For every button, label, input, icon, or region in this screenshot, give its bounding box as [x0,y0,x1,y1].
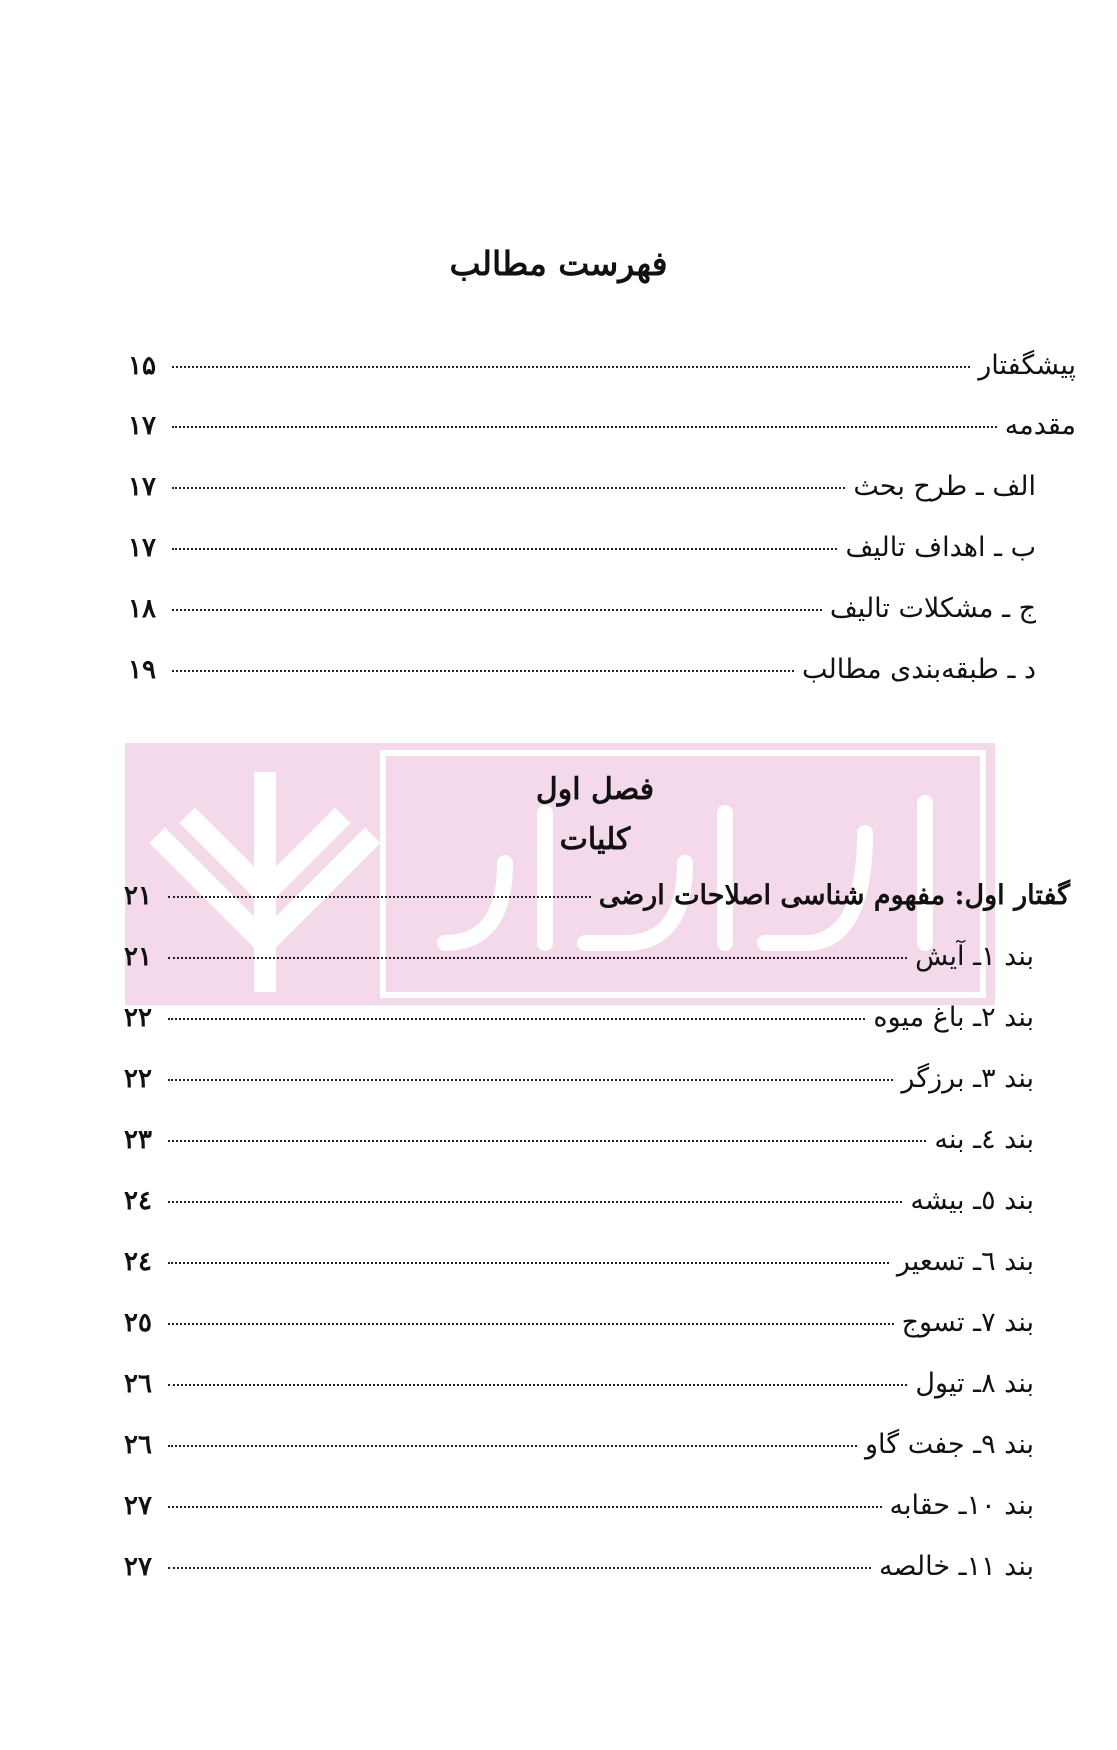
toc-entry-page: ۱۹ [128,655,156,685]
dot-leader [168,1445,857,1447]
dot-leader [172,609,822,611]
dot-leader [172,548,837,550]
toc-entry-label: ج ـ مشکلات تالیف [829,593,1036,624]
toc-entry[interactable] [124,1490,1034,1534]
toc-entry-label: بند ۷ـ تسوج [901,1307,1034,1338]
toc-entry-label: مقدمه [1004,410,1076,441]
toc-entry-page: ۲۳ [124,1125,152,1155]
toc-entry-page: ۲۲ [124,1064,152,1094]
dot-leader [168,1384,907,1386]
toc-section-entry[interactable] [124,880,1070,924]
toc-entry-page: ۱۷ [128,533,156,563]
dot-leader [168,1567,871,1569]
dot-leader [168,957,907,959]
toc-entry-page: ۲۱ [124,942,152,972]
page-title: فهرست مطالب [449,244,668,283]
dot-leader [168,1018,865,1020]
chapter-subheading: کلیات [559,822,631,857]
toc-entry-label: گفتار اول: مفهوم شناسی اصلاحات ارضی [598,880,1070,911]
toc-entry[interactable] [124,1368,1034,1412]
dot-leader [172,670,794,672]
toc-entry-label: بند ۹ـ جفت گاو [865,1429,1034,1460]
toc-entry-page: ۱۷ [128,411,156,441]
toc-entry[interactable] [124,1185,1034,1229]
toc-entry-page: ۲۲ [124,1003,152,1033]
toc-entry[interactable] [124,1124,1034,1168]
toc-entry-label: بند ٥ـ بیشه [910,1185,1034,1216]
toc-entry-label: بند ٤ـ بنه [934,1124,1034,1155]
dot-leader [168,1323,894,1325]
toc-entry-page: ۲٤ [124,1247,152,1277]
toc-entry-page: ۲٦ [124,1369,152,1399]
toc-entry-label: بند ۱۱ـ خالصه [879,1551,1034,1582]
chapter-heading: فصل اول [535,772,655,807]
toc-entry[interactable] [128,471,1036,515]
dot-leader [168,1262,889,1264]
dot-leader [168,1140,926,1142]
toc-entry-page: ۲٤ [124,1186,152,1216]
toc-entry[interactable] [124,1063,1034,1107]
toc-entry[interactable] [128,532,1036,576]
toc-entry-page: ۲۷ [124,1552,152,1582]
dot-leader [172,426,997,428]
dot-leader [168,1079,893,1081]
toc-entry[interactable] [124,1551,1034,1595]
toc-entry[interactable] [128,350,1076,394]
toc-entry[interactable] [124,1307,1034,1351]
toc-entry-label: بند ۱۰ـ حقابه [889,1490,1034,1521]
toc-entry-page: ۲٥ [124,1308,152,1338]
toc-entry-page: ۱۵ [128,351,156,381]
toc-entry-label: بند ۲ـ باغ میوه [873,1002,1034,1033]
toc-entry[interactable] [128,654,1036,698]
dot-leader [172,366,970,368]
toc-entry-label: الف ـ طرح بحث [853,471,1036,502]
toc-entry[interactable] [124,941,1034,985]
toc-entry-label: د ـ طبقه‌بندی مطالب [802,654,1036,685]
toc-entry-page: ۱۷ [128,472,156,502]
dot-leader [168,896,591,898]
toc-entry-label: ب ـ اهداف تالیف [845,532,1036,563]
toc-entry[interactable] [128,410,1076,454]
toc-entry-label: بند ۸ـ تیول [915,1368,1034,1399]
dot-leader [172,487,845,489]
toc-entry-label: بند ٦ـ تسعیر [896,1246,1034,1277]
toc-entry-page: ۲۷ [124,1491,152,1521]
toc-entry-label: پیشگفتار [978,350,1076,381]
toc-entry[interactable] [124,1246,1034,1290]
toc-entry-page: ۱۸ [128,594,156,624]
toc-entry[interactable] [124,1429,1034,1473]
dot-leader [168,1506,882,1508]
toc-entry-label: بند ۳ـ برزگر [901,1063,1034,1094]
toc-entry-page: ۲٦ [124,1430,152,1460]
dot-leader [168,1201,902,1203]
toc-entry-page: ۲۱ [124,881,152,911]
toc-entry[interactable] [124,1002,1034,1046]
toc-entry[interactable] [128,593,1036,637]
toc-entry-label: بند ۱ـ آیش [915,941,1034,972]
